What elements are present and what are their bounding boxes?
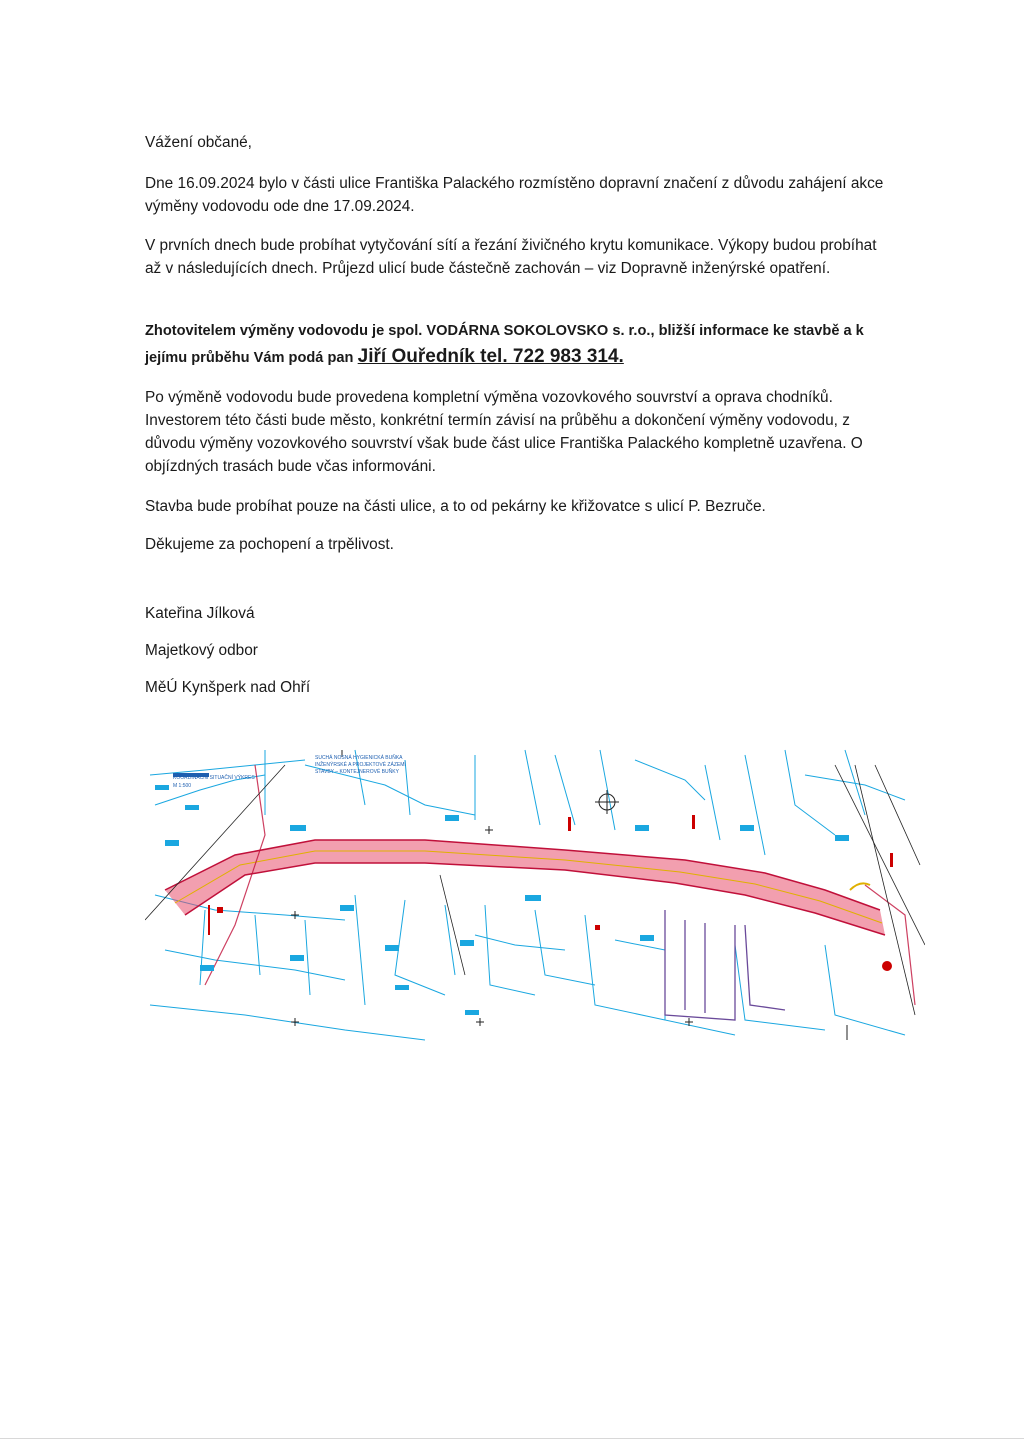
stamp-line-2: INŽENÝRSKÉ A PROJEKTOVÉ ZÁZEMÍ xyxy=(315,762,406,768)
signature-department: Majetkový odbor xyxy=(145,642,258,659)
situational-plan xyxy=(145,745,925,1045)
paragraph-thanks-text: Děkujeme za pochopení a trpělivost. xyxy=(145,536,394,553)
stamp-line-3: STAVBY – KONTEJNEROVÉ BUŇKY xyxy=(315,769,399,775)
paragraph-contractor xyxy=(145,318,895,371)
greeting: Vážení občané, xyxy=(145,134,252,151)
paragraph-road xyxy=(145,386,895,478)
paragraph-dates xyxy=(145,172,895,218)
paragraph-dates-text: Dne 16.09.2024 bylo v části ulice Františka Palackého rozmístěno dopravní značení z důvodu zahájení akce výměny vodovodu ode dne 17.09.2024. xyxy=(145,175,884,215)
contact-phone: Jiří Ouředník tel. 722 983 314. xyxy=(357,346,624,367)
legend-title: KOORDINAČNÍ SITUAČNÍ VÝKRES xyxy=(173,775,255,781)
signature-name: Kateřina Jílková xyxy=(145,605,255,622)
paragraph-road-text: Po výměně vodovodu bude provedena kompletní výměna vozovkového souvrství a oprava chodníků. Investorem této části bude město, konkrétní termín závisí na průběhu a dokončení výměny vodovodu, z důvodu výměny vozovkového souvrství však bude část ulice Františka Palackého kompletně uzavřena. O objízdných trasách bude včas informováni. xyxy=(145,389,863,475)
stamp-line-1: SUCHÁ NOSNÁ HYGIENICKÁ BUŇKA xyxy=(315,755,403,761)
paragraph-works-text: V prvních dnech bude probíhat vytyčování sítí a řezání živičného krytu komunikace. Výkopy budou probíhat až v následujících dnech. Průjezd ulicí bude částečně zachován – viz Dopravně inženýrské opatření. xyxy=(145,237,877,277)
contractor-text: Zhotovitelem výměny vodovodu je spol. VODÁRNA SOKOLOVSKO s. r.o., bližší informace ke stavbě a k jejímu průběhu Vám podá pan xyxy=(145,323,864,366)
paragraph-thanks xyxy=(145,533,895,556)
page-bottom-edge xyxy=(0,1438,1024,1439)
legend-scale: M 1:500 xyxy=(173,783,192,789)
paragraph-scope-text: Stavba bude probíhat pouze na části ulice, a to od pekárny ke křižovatce s ulicí P. Bezruče. xyxy=(145,498,766,515)
paragraph-works xyxy=(145,234,895,280)
paragraph-scope xyxy=(145,495,895,518)
signature-office: MěÚ Kynšperk nad Ohří xyxy=(145,679,311,696)
